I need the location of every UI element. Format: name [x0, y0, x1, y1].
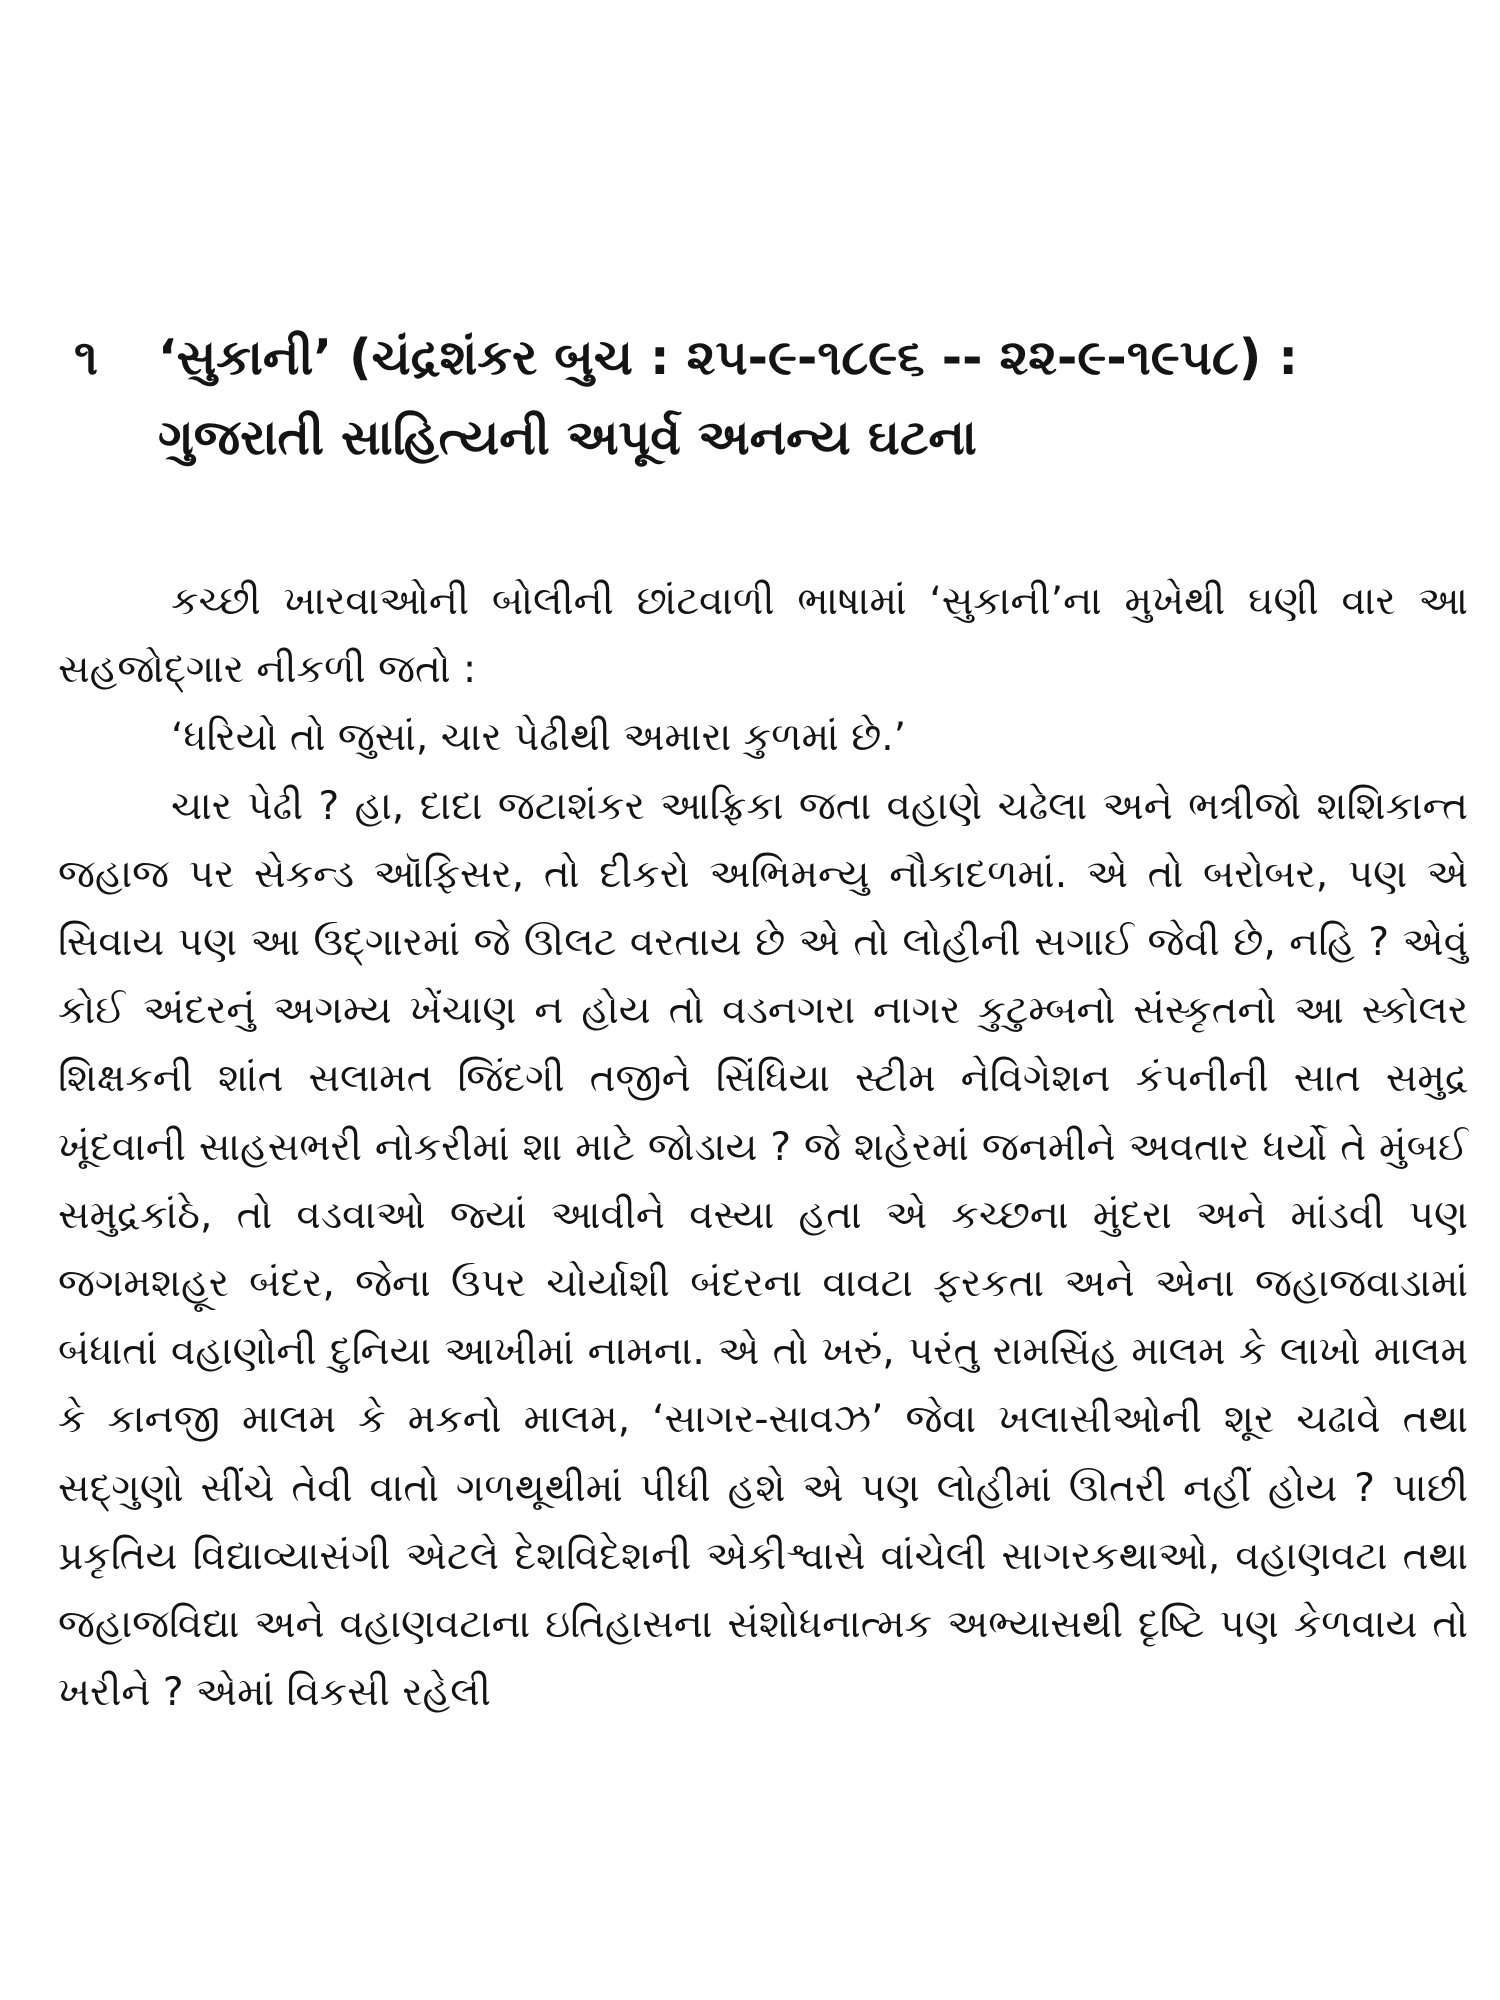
chapter-title-line-1: ‘સુકાની’ (ચંદ્રશંકર બુચ : ૨૫-૯-૧૮૯૬ -- ૨૨-૯-૧૯૫૮) : [158, 329, 1298, 386]
body-text [58, 568, 1468, 1727]
chapter-title-line-2: ગુજરાતી સાહિત્યની અપૂર્વ અનન્ય ઘટના [158, 409, 977, 466]
chapter-number: ૧ [74, 329, 99, 386]
chapter-heading-line-1 [74, 318, 1474, 398]
chapter-heading [74, 318, 1474, 478]
paragraph: કચ્છી ખારવાઓની બોલીની છાંટવાળી ભાષામાં ‘સુકાની’ના મુખેથી ઘણી વાર આ સહજોદ્ગાર નીકળી જતો : [58, 579, 1468, 693]
paragraph: ચાર પેઢી ? હા, દાદા જટાશંકર આફ્રિકા જતા વહાણે ચઢેલા અને ભત્રીજો શશિકાન્ત જહાજ પર સેકન્ડ ઑફિસર, તો દીકરો અભિમન્યુ નૌકાદળમાં. એ તો બરોબર, પણ એ સિવાય પણ આ ઉદ્ગારમાં જે ઊલટ વરતાય છે એ તો લોહીની સગાઈ જેવી છે, નહિ ? એવું કોઈ અંદરનું અગમ્ય ખેંચાણ ન હોય તો વડનગરા નાગર કુટુમ્બનો સંસ્કૃતનો આ સ્કોલર શિક્ષકની શાંત સલામત જિંદગી તજીને સિંધિયા સ્ટીમ નેવિગેશન કંપનીની સાત સમુદ્ર ખૂંદવાની સાહસભરી નોકરીમાં શા માટે જોડાય ? જે શહેરમાં જનમીને અવતાર ધર્યો તે મુંબઈ સમુદ્રકાંઠે, તો વડવાઓ જ્યાં આવીને વસ્યા હતા એ કચ્છના મુંદરા અને માંડવી પણ જગમશહૂર બંદર, જેના ઉપર ચોર્યાશી બંદરના વાવટા ફરકતા અને એના જહાજવાડામાં બંધાતાં વહાણોની દુનિયા આખીમાં નામના. એ તો ખરું, પરંતુ રામસિંહ માલમ કે લાખો માલમ કે કાનજી માલમ કે મકનો માલમ, ‘સાગર-સાવઝ’ જેવા ખલાસીઓની શૂર ચઢાવે તથા સદ્ગુણો સીંચે તેવી વાતો ગળથૂથીમાં પીધી હશે એ પણ લોહીમાં ઊતરી નહીં હોય ? પાછી પ્રકૃતિય વિદ્યાવ્યાસંગી એટલે દેશવિદેશની એકીશ્વાસે વાંચેલી સાગરકથાઓ, વહાણવટા તથા જહાજવિદ્યા અને વહાણવટાના ઇતિહાસના સંશોધનાત્મક અભ્યાસથી દૃષ્ટિ પણ કેળવાય તો ખરીને ? એમાં વિકસી રહેલી [58, 783, 1468, 1716]
quoted-paragraph: ‘ધરિયો તો જુસાં, ચાર પેઢીથી અમારા કુળમાં છે.’ [171, 715, 907, 761]
